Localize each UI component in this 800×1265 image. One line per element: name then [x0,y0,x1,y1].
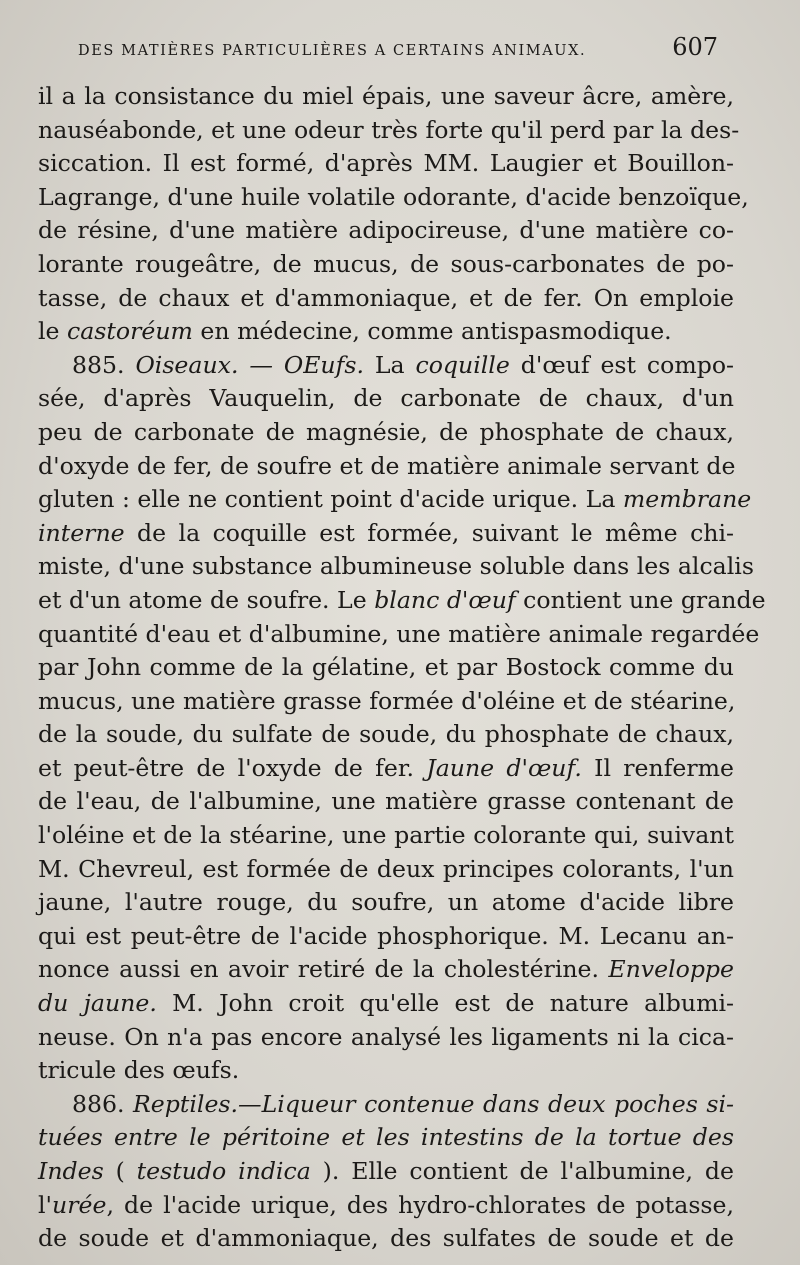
text-line [38,315,734,349]
text-segment: nonce aussi en avoir retiré de la cholestérine. [38,955,609,984]
text-line [38,618,760,652]
text-segment: en médecine, comme antispasmodique. [192,317,672,346]
text-segment: 885. [72,350,136,379]
italic-text: blanc d'œuf [374,585,516,614]
text-line [38,1222,734,1256]
text-line [38,550,754,584]
text-line [38,584,766,618]
text-segment: et d'un atome de soufre. Le [38,585,375,614]
text-segment: tasse, de chaux et d'ammoniaque, et de fer. On emploie [38,283,734,312]
text-line [38,382,734,416]
italic-text: castoréum [67,317,193,346]
text-line [38,1121,734,1155]
text-line [38,282,734,316]
text-segment: lorante rougeâtre, de mucus, de sous-carbonates de po- [38,249,734,278]
text-line [38,517,734,551]
text-segment: peu de carbonate de magnésie, de phosphate de chaux, [38,417,734,446]
text-segment: siccation. Il est formé, d'après MM. Laugier et Bouillon- [38,149,734,178]
text-line [38,651,734,685]
text-line [38,953,734,987]
text-segment: de soude et d'ammoniaque, des sulfates de soude et de [38,1224,734,1253]
text-segment: d'oxyde de fer, de soufre et de matière animale servant de [38,451,736,480]
text-segment: de la coquille est formée, suivant le même chi- [124,518,734,547]
italic-text: interne [38,518,125,547]
text-segment: M. John croit qu'elle est de nature albumi- [156,989,734,1018]
text-segment: miste, d'une substance albumineuse soluble dans les alcalis [38,552,754,581]
text-line [38,483,752,517]
text-segment: quantité d'eau et d'albumine, une matière animale regardée [38,619,760,648]
running-title: DES MATIÈRES PARTICULIÈRES A CERTAINS ANIMAUX. [78,43,587,59]
text-segment: de résine, d'une matière adipocireuse, d'une matière co- [38,216,734,245]
text-line [38,416,734,450]
text-segment: contient une grande [515,585,766,614]
text-segment: La [363,350,416,379]
text-line [38,1189,734,1223]
italic-text: membrane [622,485,752,514]
text-line [38,1021,734,1055]
text-line [38,785,734,819]
text-segment: qui est peut-être de l'acide phosphorique. M. Lecanu an- [38,921,734,950]
text-line [38,886,734,920]
text-line [38,181,749,215]
text-segment: gluten : elle ne contient point d'acide urique. La [38,485,623,514]
text-segment: jaune, l'autre rouge, du soufre, un atome d'acide libre [38,888,734,917]
text-line [38,349,734,383]
italic-text: testudo indica [136,1157,311,1185]
text-line [38,1054,734,1088]
italic-text: urée [52,1190,107,1219]
text-segment: le [38,317,68,346]
text-line [38,114,740,148]
italic-text: Enveloppe [608,955,734,984]
text-line [38,80,734,114]
text-segment: l' [38,1190,53,1219]
italic-text: Jaune d'œuf. [426,753,582,782]
italic-text: coquille [415,350,510,379]
text-line [38,920,734,954]
text-segment: il a la consistance du miel épais, une saveur âcre, amère, [38,82,734,110]
text-segment: nauséabonde, et une odeur très forte qu'il perd par la des- [38,115,740,144]
italic-text: Reptiles.—Liqueur contenue dans deux poches si- [133,1089,734,1118]
text-segment: sée, d'après Vauquelin, de carbonate de chaux, d'un [38,384,734,413]
italic-text: tuées entre le péritoine et les intestins de la tortue des [38,1123,734,1152]
text-line [38,147,734,181]
text-segment: tricule des œufs. [38,1056,240,1085]
text-segment: de la soude, du sulfate de soude, du phosphate de chaux, [38,720,734,749]
text-segment: et peut-être de l'oxyde de fer. [38,753,427,782]
text-segment: Lagrange, d'une huile volatile odorante, d'acide benzoïque, [38,182,749,211]
text-segment: 886. [72,1089,134,1118]
text-segment: de l'eau, de l'albumine, une matière grasse contenant de [38,787,734,816]
text-line [38,685,734,719]
text-line [38,450,734,484]
text-segment: , de l'acide urique, des hydro-chlorates de potasse, [106,1190,734,1219]
text-line [38,752,734,786]
text-segment: par John comme de la gélatine, et par Bostock comme du [38,653,734,682]
text-segment: d'œuf est compo- [509,350,734,379]
text-line [38,718,734,752]
italic-text: Oiseaux. — OEufs. [135,350,364,379]
running-head [78,33,718,69]
text-segment: Il renferme [581,753,735,782]
italic-text: du jaune. [38,989,157,1018]
text-line [38,819,734,853]
text-segment: l'oléine et de la stéarine, une partie colorante qui, suivant [38,821,734,850]
text-line [38,214,734,248]
text-segment: ). Elle contient de l'albumine, de [310,1157,734,1185]
page-number: 607 [672,33,718,61]
text-segment: ( [103,1157,137,1185]
text-line [38,1088,734,1122]
text-line [38,248,734,282]
text-segment: M. Chevreul, est formée de deux principes colorants, l'un [38,854,734,883]
text-segment: neuse. On n'a pas encore analysé les ligaments ni la cica- [38,1022,734,1051]
text-line [38,987,734,1021]
text-line [38,1155,734,1189]
text-segment: mucus, une matière grasse formée d'oléine et de stéarine, [38,686,736,715]
italic-text: Indes [38,1157,104,1185]
body-text [38,80,766,1256]
text-line [38,853,734,887]
